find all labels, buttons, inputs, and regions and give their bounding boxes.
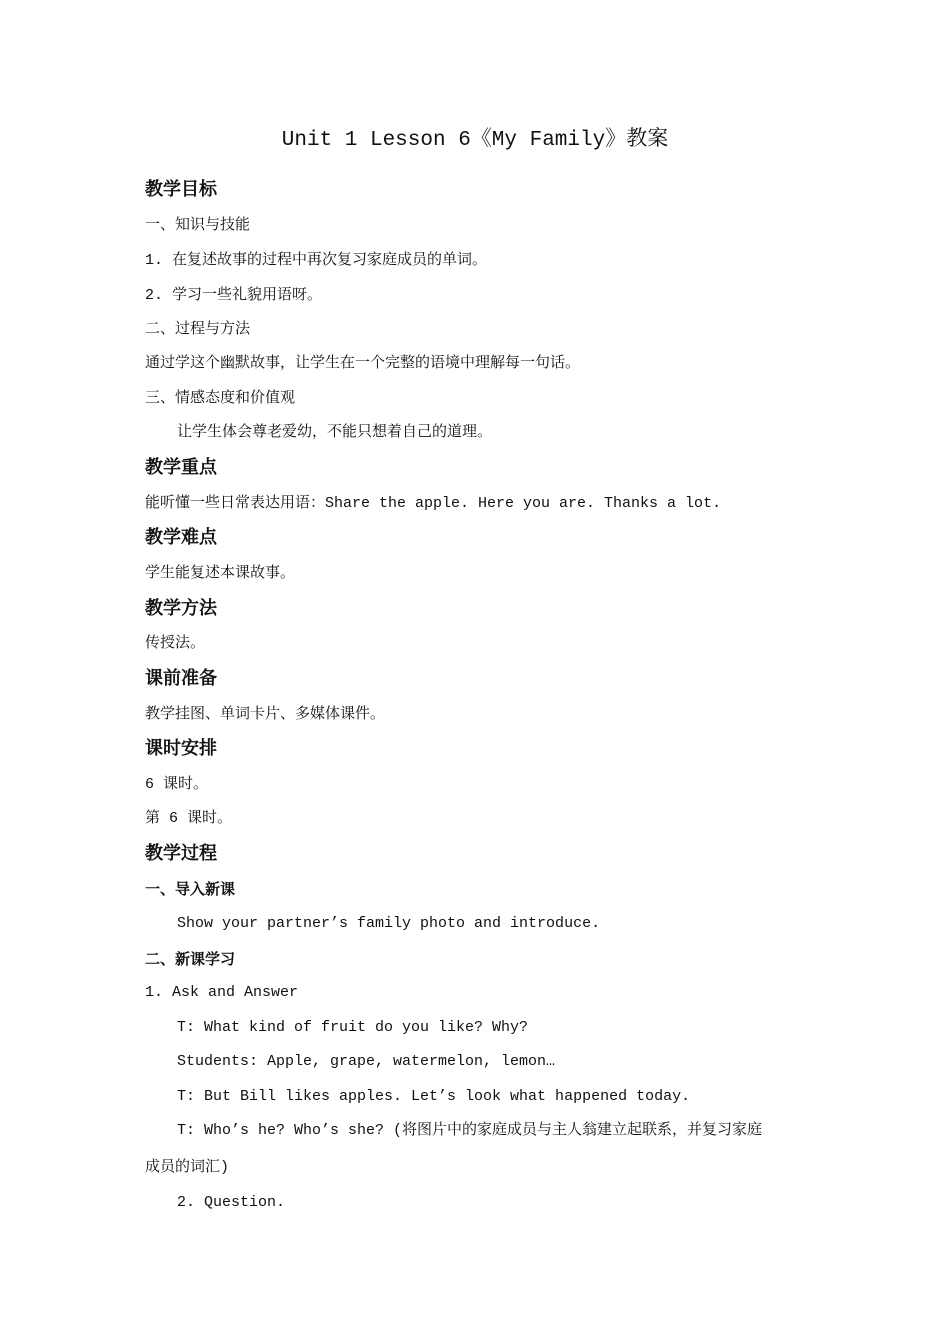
paragraph: 教学挂图、单词卡片、多媒体课件。 [145,706,386,723]
paragraph: 能听懂一些日常表达用语：Share the apple. Here you are. Thanks a lot. [145,495,722,512]
paragraph: Show your partner’s family photo and introduce. [177,915,601,932]
heading-process: 教学过程 [145,843,217,864]
paragraph: 传授法。 [145,635,206,652]
paragraph: Students: Apple, grape, watermelon, lemon… [177,1053,556,1070]
paragraph: 通过学这个幽默故事，让学生在一个完整的语境中理解每一句话。 [145,355,581,372]
paragraph: 成员的词汇) [145,1159,230,1176]
heading-objectives: 教学目标 [145,179,217,200]
paragraph: T: But Bill likes apples. Let’s look what happened today. [177,1088,691,1105]
paragraph: 学生能复述本课故事。 [145,565,296,582]
subheading: 二、新课学习 [145,950,236,968]
subheading: 一、导入新课 [145,880,236,898]
paragraph: 6 课时。 [145,776,209,793]
heading-difficulties: 教学难点 [145,527,217,548]
subheading: 二、过程与方法 [145,321,251,338]
heading-schedule: 课时安排 [145,738,217,759]
paragraph: 2. 学习一些礼貌用语呀。 [145,287,323,304]
heading-key-points: 教学重点 [145,457,217,478]
document-title: Unit 1 Lesson 6《My Family》教案 [281,129,669,152]
paragraph: 第 6 课时。 [145,810,233,827]
paragraph: 2. Question. [177,1194,286,1211]
paragraph: T: Who’s he? Who’s she? (将图片中的家庭成员与主人翁建立起联系，并复习家庭 [177,1122,763,1139]
subheading: 三、情感态度和价值观 [145,390,296,407]
subheading: 一、知识与技能 [145,217,251,234]
heading-preparation: 课前准备 [145,668,217,689]
heading-methods: 教学方法 [145,598,217,619]
paragraph: 1. Ask and Answer [145,984,299,1001]
paragraph: 让学生体会尊老爱幼，不能只想着自己的道理。 [177,424,493,441]
paragraph: T: What kind of fruit do you like? Why? [177,1019,529,1036]
paragraph: 1. 在复述故事的过程中再次复习家庭成员的单词。 [145,252,488,269]
